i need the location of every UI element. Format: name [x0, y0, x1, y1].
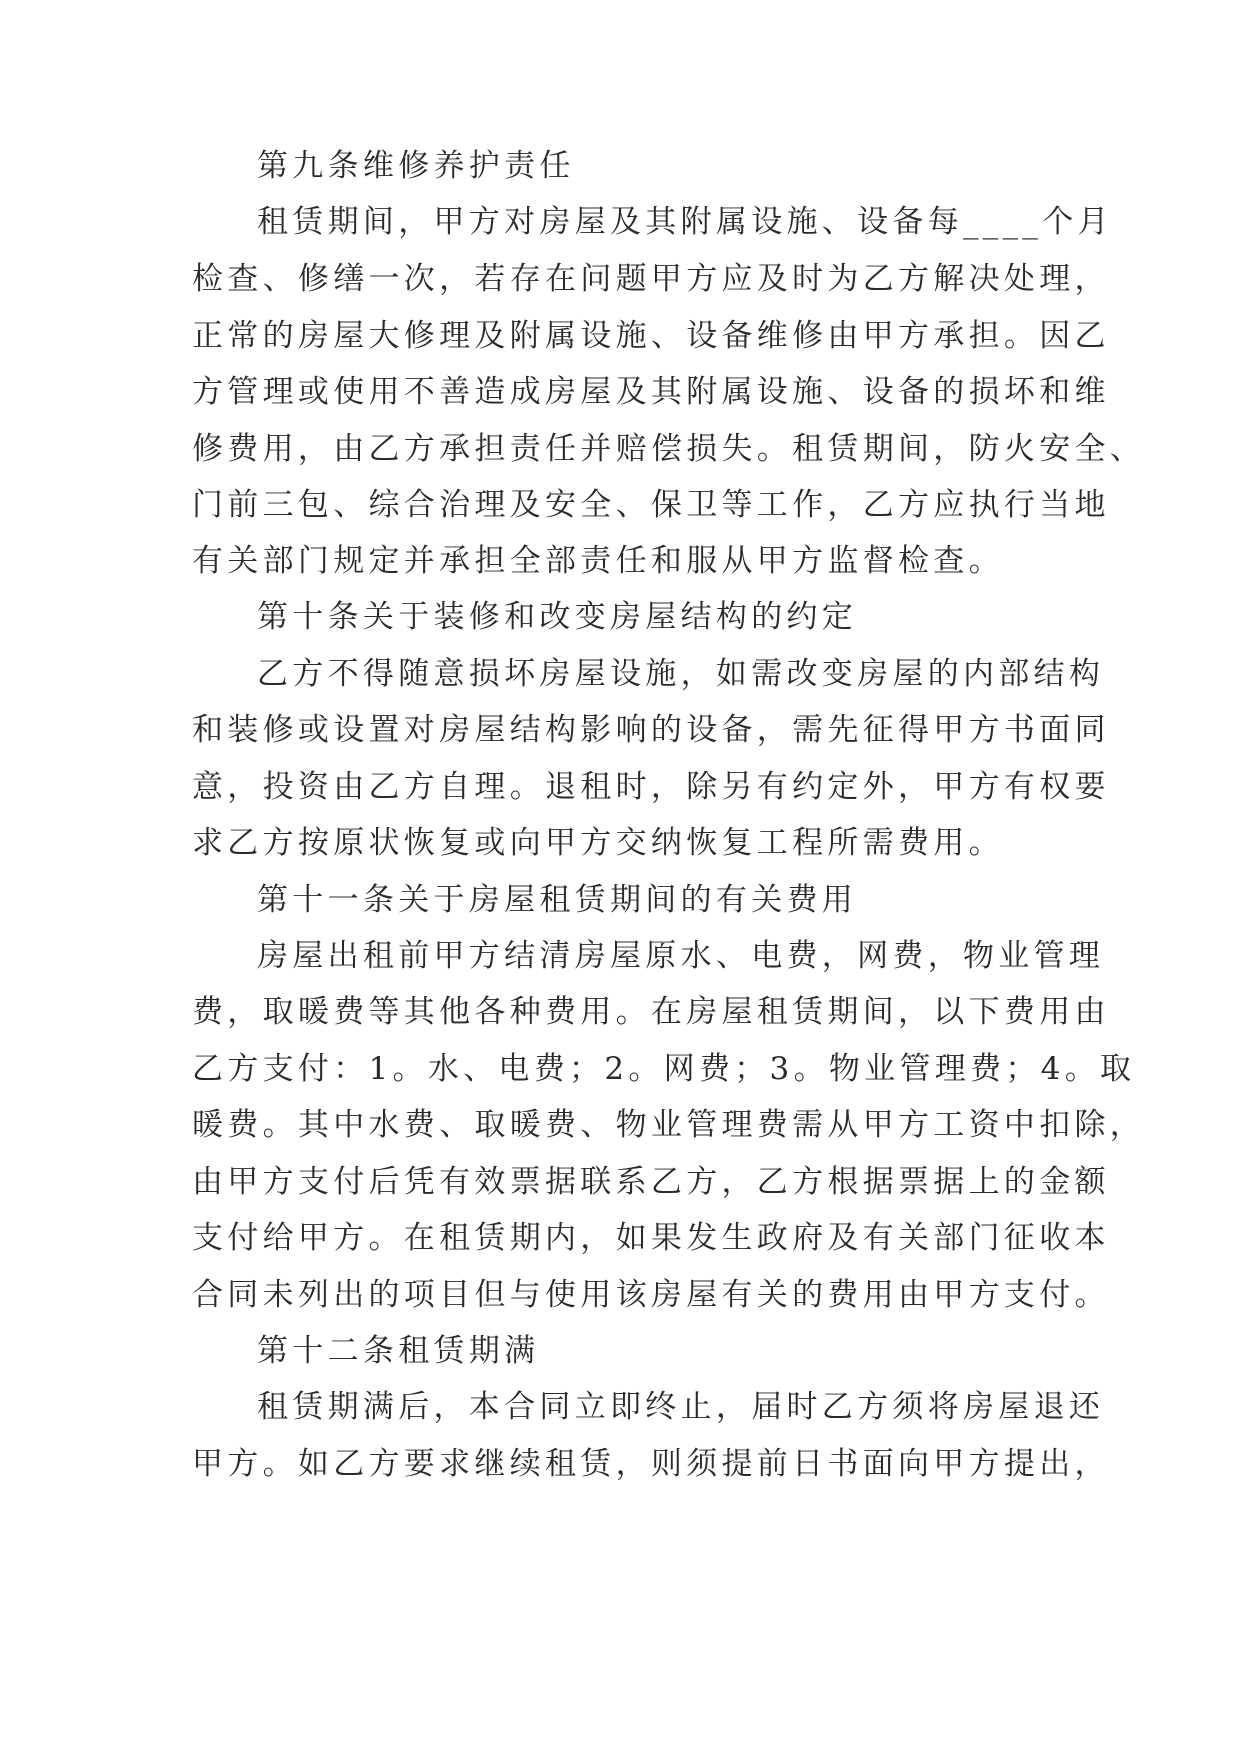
paragraph-line: 乙方支付：1。水、电费；2。网费；3。物业管理费；4。取	[192, 1051, 1136, 1087]
paragraph-line: 方管理或使用不善造成房屋及其附属设施、设备的损坏和维	[192, 374, 1110, 410]
paragraph-line: 租赁期间，甲方对房屋及其附属设施、设备每____个月	[257, 204, 1113, 240]
paragraph-line: 租赁期满后，本合同立即终止，届时乙方须将房屋退还	[257, 1389, 1105, 1425]
paragraph-line: 检查、修缮一次，若存在问题甲方应及时为乙方解决处理，	[192, 261, 1110, 297]
paragraph-line: 门前三包、综合治理及安全、保卫等工作，乙方应执行当地	[192, 487, 1110, 523]
paragraph-line: 有关部门规定并承担全部责任和服从甲方监督检查。	[192, 543, 1004, 579]
heading-article-12: 第十二条租赁期满	[257, 1333, 540, 1369]
paragraph-line: 求乙方按原状恢复或向甲方交纳恢复工程所需费用。	[192, 825, 1004, 861]
paragraph-line: 支付给甲方。在租赁期内，如果发生政府及有关部门征收本	[192, 1220, 1110, 1256]
paragraph-line: 由甲方支付后凭有效票据联系乙方，乙方根据票据上的金额	[192, 1164, 1110, 1200]
paragraph-line: 合同未列出的项目但与使用该房屋有关的费用由甲方支付。	[192, 1277, 1110, 1313]
paragraph-line: 暖费。其中水费、取暖费、物业管理费需从甲方工资中扣除，	[192, 1107, 1146, 1143]
paragraph-line: 甲方。如乙方要求继续租赁，则须提前日书面向甲方提出，	[192, 1446, 1110, 1482]
heading-article-11: 第十一条关于房屋租赁期间的有关费用	[257, 882, 858, 918]
paragraph-line: 费，取暖费等其他各种费用。在房屋租赁期间，以下费用由	[192, 994, 1110, 1030]
paragraph-line: 意，投资由乙方自理。退租时，除另有约定外，甲方有权要	[192, 769, 1110, 805]
paragraph-line: 和装修或设置对房屋结构影响的设备，需先征得甲方书面同	[192, 712, 1110, 748]
paragraph-line: 房屋出租前甲方结清房屋原水、电费，网费，物业管理	[257, 938, 1105, 974]
paragraph-line: 修费用，由乙方承担责任并赔偿损失。租赁期间，防火安全、	[192, 431, 1146, 467]
heading-article-10: 第十条关于装修和改变房屋结构的约定	[257, 599, 858, 635]
paragraph-line: 正常的房屋大修理及附属设施、设备维修由甲方承担。因乙	[192, 318, 1110, 354]
paragraph-line: 乙方不得随意损坏房屋设施，如需改变房屋的内部结构	[257, 656, 1105, 692]
heading-article-9: 第九条维修养护责任	[257, 148, 575, 184]
